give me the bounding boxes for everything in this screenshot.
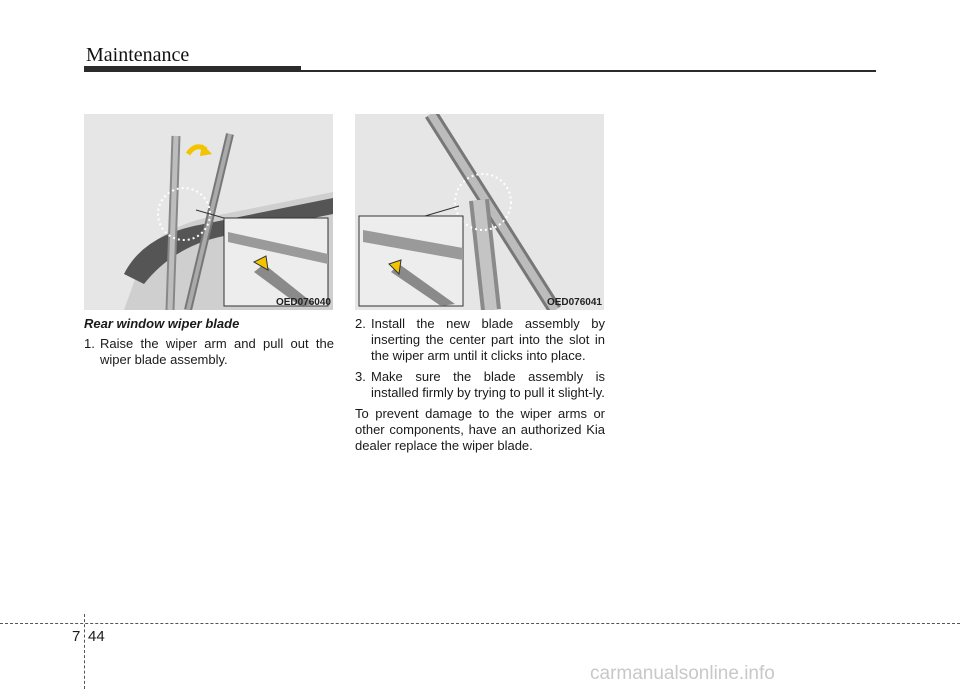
step-number: 3. (355, 369, 366, 384)
footer-rule (0, 623, 960, 624)
step-item (355, 316, 605, 364)
page-number: 44 (88, 628, 105, 645)
figure-code: OED076040 (275, 297, 331, 308)
wiper-illustration-2 (355, 114, 604, 310)
chapter-number: 7 (72, 628, 81, 645)
section-heading: Rear window wiper blade (84, 316, 240, 331)
step-text: Make sure the blade assembly is installed firmly by trying to pull it slight-ly. (371, 369, 605, 400)
figure-rear-wiper-install (355, 114, 604, 310)
step-number: 1. (84, 336, 95, 351)
figure-code: OED076041 (546, 297, 602, 308)
page-header-title: Maintenance (86, 44, 190, 66)
header-rule-thin (301, 70, 876, 72)
step-item (84, 336, 334, 368)
note-paragraph: To prevent damage to the wiper arms or other components, have an authorized Kia dealer replace the wiper blade. (355, 406, 605, 453)
wiper-illustration-1 (84, 114, 333, 310)
step-number: 2. (355, 316, 366, 331)
footer-divider (84, 614, 85, 689)
arrow-icon (200, 144, 212, 156)
step-item (355, 369, 605, 401)
figure-rear-wiper-raise (84, 114, 333, 310)
step-text: Raise the wiper arm and pull out the wiper blade assembly. (100, 336, 334, 367)
watermark: carmanualsonline.info (590, 663, 775, 684)
step-text: Install the new blade assembly by inserting the center part into the slot in the wiper arm until it clicks into place. (371, 316, 605, 363)
header-rule-thick (84, 66, 301, 72)
left-column (84, 316, 334, 373)
right-column (355, 316, 605, 454)
